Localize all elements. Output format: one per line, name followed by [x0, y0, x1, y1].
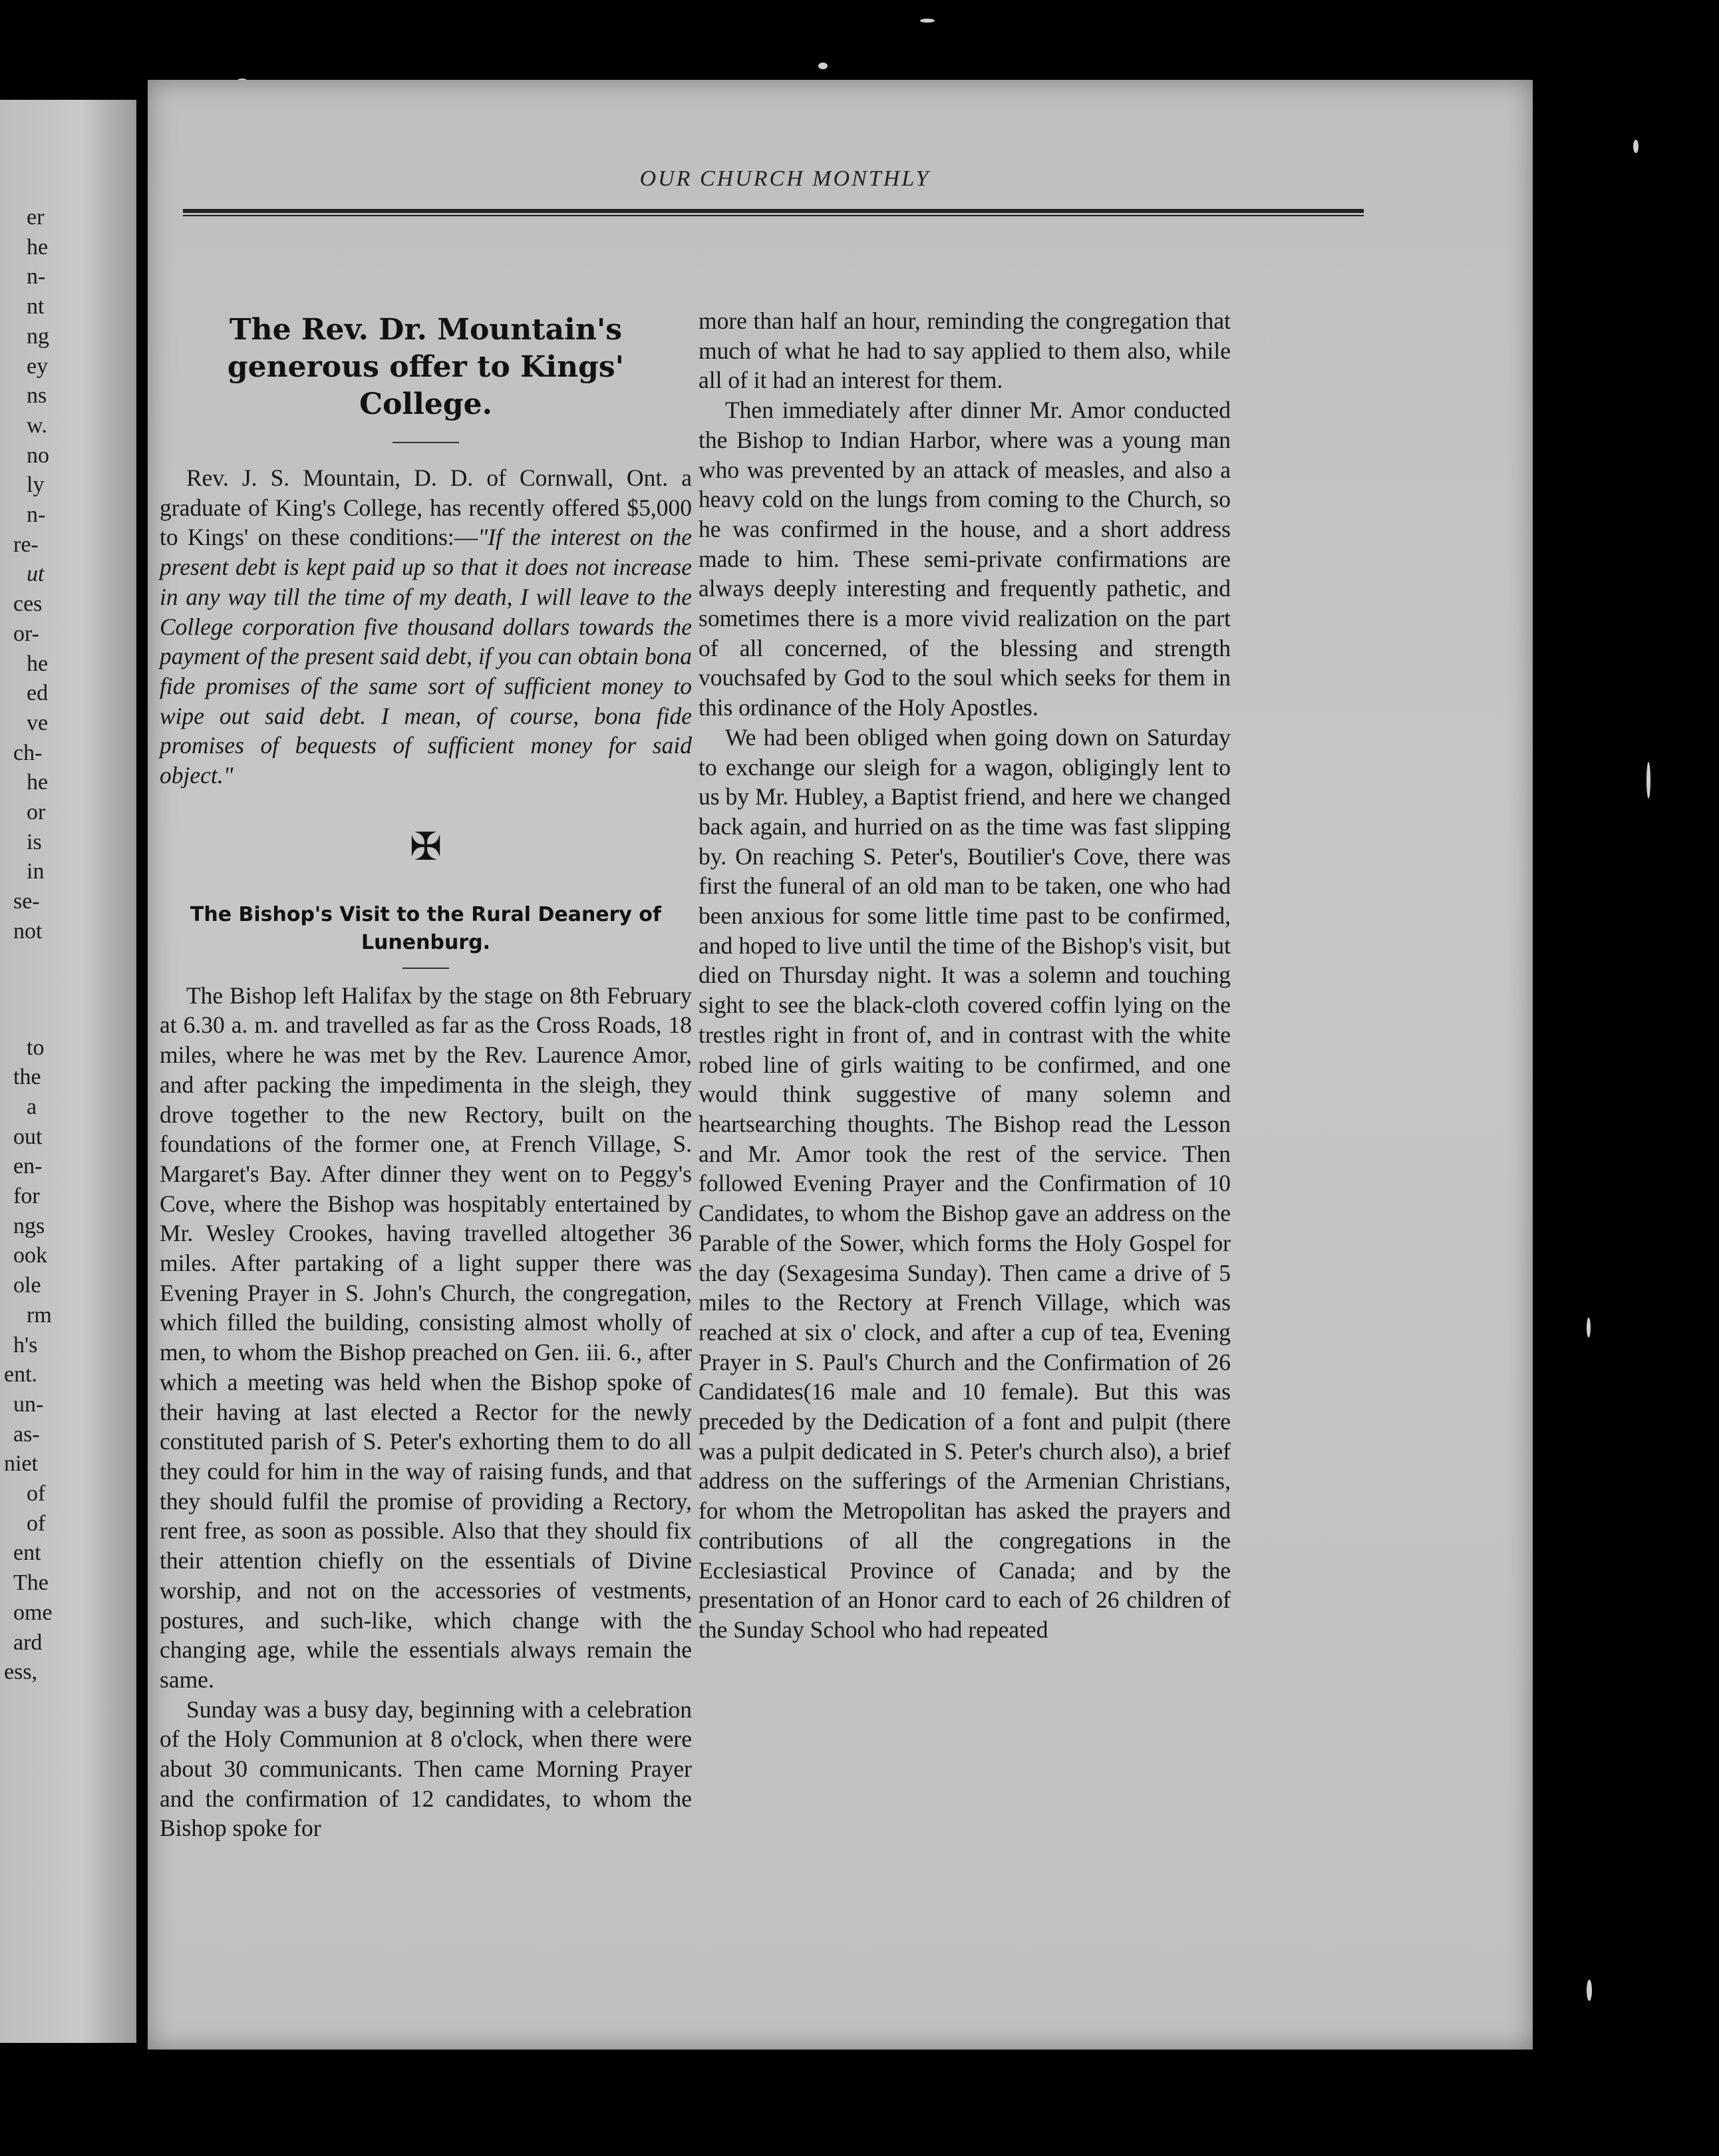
- facing-page-fragment: en-: [13, 1154, 43, 1179]
- facing-page-fragment: ns: [27, 383, 47, 409]
- scan-speck: [818, 63, 828, 69]
- article2-paragraph: more than half an hour, reminding the congregation that much of what he had to say applied to them also, while all of it had an interest for them.: [699, 307, 1231, 394]
- facing-page-fragment: w.: [27, 413, 47, 438]
- facing-page-fragment: or-: [13, 621, 39, 646]
- scan-speck: [1587, 1980, 1592, 2001]
- facing-page-fragment: to: [27, 1035, 45, 1060]
- article2-paragraph: The Bishop left Halifax by the stage on 8th February at 6.30 a. m. and travelled as far as the Cross Roads, 18 miles, where he was met by the Rev. Laurence Amor, and after packing the impedimenta in the sleigh, they drove together to the new Rectory, built on the foundations of the former one, at French Village, S. Margaret's Bay. After dinner they went on to Peggy's Cove, where the Bishop was hospitably entertained by Mr. Wesley Crookes, having travelled altogether 36 miles. After partaking of a light supper there was Evening Prayer in S. John's Church, the congregation, which filled the building, consisting almost wholly of men, to whom the Bishop preached on Gen. iii. 6., after which a meeting was held when the Bishop spoke of their having at last elected a Rector for the newly constituted parish of S. Peter's exhorting them to do all they could for him in the way of raising funds, and that they should fulfil the promise of providing a Rectory, rent free, as soon as possible. Also that they should fix their attention chiefly on the essentials of Divine worship, and not on the accessories of vestments, postures, and such-like, which change with the changing age, while the essentials always remain the same.: [160, 982, 692, 1693]
- facing-page-fragment: ng: [27, 323, 49, 349]
- facing-page-fragment: ook: [13, 1243, 47, 1268]
- facing-page-fragment: n-: [27, 264, 46, 289]
- facing-page-fragment: the: [13, 1065, 41, 1090]
- article1-title: The Rev. Dr. Mountain's generous offer to Kings' College.: [227, 313, 625, 421]
- facing-page-fragment: ess,: [4, 1660, 38, 1685]
- facing-page-fragment: rm: [27, 1302, 52, 1328]
- facing-page-fragment: he: [27, 234, 49, 260]
- article2-paragraph: We had been obliged when going down on Saturday to exchange our sleigh for a wagon, obligingly lent to us by Mr. Hubley, a Baptist friend, and here we changed back again, and hurried on as the time was fast slipping by. On reaching S. Peter's, Boutilier's Cove, there was first the funeral of an old man to be taken, one who had been anxious for some little time past to be confirmed, and hoped to live until the time of the Bishop's visit, but died on Thursday night. It was a solemn and touching sight to see the black-cloth covered coffin lying on the trestles right in front of, and in contrast with the white robed line of girls waiting to be confirmed, and one would think suggestive of many solemn and heartsearching thoughts. The Bishop read the Lesson and Mr. Amor took the rest of the service. Then followed Evening Prayer and the Confirmation of 10 Candidates, to whom the Bishop gave an address on the Parable of the Sower, which forms the Holy Gospel for the day (Sexagesima Sunday). Then came a drive of 5 miles to the Rectory at French Village, which was reached at six o' clock, and after a cup of tea, Evening Prayer in S. Paul's Church and the Confirmation of 26 Candidates(16 male and 10 female). But this was preceded by the Dedication of a font and pulpit (there was a pulpit dedicated in S. Peter's church also), a brief address on the sufferings of the Armenian Christians, for whom the Metropolitan has asked the prayers and contributions of all the congregations in the Ecclesiastical Province of Canada; and by the presentation of an Honor card to each of 26 children of the Sunday School who had repeated: [699, 723, 1231, 1643]
- facing-page-fragment: or: [27, 800, 46, 824]
- facing-page-fragment: ces: [13, 592, 43, 617]
- subhead-divider: [402, 968, 449, 969]
- facing-page-fragment: ome: [13, 1600, 53, 1625]
- facing-page-fragment: se-: [13, 889, 40, 914]
- facing-page-fragment: ly: [27, 472, 45, 498]
- right-column: [699, 306, 1231, 1645]
- facing-page-fragment: not: [13, 918, 43, 944]
- scan-speck: [1587, 1318, 1591, 1338]
- scan-speck: [1633, 140, 1639, 153]
- facing-page-fragment: n-: [27, 502, 46, 527]
- article2-title: The Bishop's Visit to the Rural Deanery of Lunenburg.: [190, 902, 662, 954]
- article1-intro: Rev. J. S. Mountain, D. D. of Cornwall, Ont. a graduate of King's College, has recently offered $5,000 to Kings' on these conditions:—: [160, 464, 692, 551]
- facing-page-fragment: ut: [27, 562, 45, 587]
- facing-page-fragment: un-: [13, 1391, 44, 1417]
- facing-page-fragment: out: [13, 1124, 43, 1149]
- facing-page-fragment: ard: [13, 1630, 43, 1655]
- facing-page-fragment: no: [27, 443, 49, 468]
- facing-page-fragment: he: [27, 770, 49, 795]
- facing-page-fragment: of: [27, 1511, 46, 1536]
- facing-page-fragment: ve: [27, 710, 49, 735]
- facing-page-fragment: he: [27, 651, 49, 676]
- facing-page-fragment: ent.: [4, 1362, 38, 1387]
- facing-page-edge: [0, 100, 136, 2043]
- facing-page-fragment: of: [27, 1481, 46, 1506]
- article1-body: [160, 463, 692, 791]
- facing-page-fragment: ent: [13, 1540, 41, 1566]
- running-head: OUR CHURCH MONTHLY: [639, 166, 931, 191]
- facing-page-fragment: re-: [13, 532, 39, 557]
- article2-paragraph: Then immediately after dinner Mr. Amor conducted the Bishop to Indian Harbor, where was a young man who was prevented by an attack of measles, and also a heavy cold on the lungs from coming to the Church, so he was confirmed in the house, and a short address made to him. These semi-private confirmations are always deeply interesting and frequently pathetic, and sometimes there is a more vivid realization on the part of all concerned, of the blessing and strength vouchsafed by God to the soul which seeks for them in this ordinance of the Holy Apostles.: [699, 397, 1231, 721]
- cross-ornament: ✠: [409, 824, 442, 868]
- scan-speck: [920, 19, 935, 23]
- article2-paragraph: Sunday was a busy day, beginning with a celebration of the Holy Communion at 8 o'clock, when there were about 30 communicants. Then came Morning Prayer and the confirmation of 12 candidates, to whom the Bishop spoke for: [160, 1696, 692, 1842]
- title-divider: [392, 442, 459, 443]
- left-column: [160, 218, 692, 1843]
- facing-page-fragment: nt: [27, 294, 45, 319]
- facing-page-fragment: The: [13, 1570, 49, 1596]
- facing-page-fragment: for: [13, 1184, 40, 1208]
- header-rule: [183, 209, 1364, 216]
- facing-page-fragment: in: [27, 859, 45, 884]
- facing-page-fragment: a: [27, 1094, 37, 1119]
- facing-page-fragment: ch-: [13, 740, 43, 765]
- facing-page-fragment: ole: [13, 1273, 41, 1298]
- facing-page-fragment: ey: [27, 353, 49, 379]
- facing-page-fragment: ed: [27, 681, 49, 706]
- facing-page-fragment: is: [27, 829, 42, 854]
- facing-page-fragment: ngs: [13, 1213, 45, 1238]
- facing-page-fragment: niet: [4, 1451, 38, 1477]
- article1-quote: "If the interest on the present debt is kept paid up so that it does not increase in any way till the time of my death, I will leave to the College corporation five thousand dollars towards the payment of the present said debt, if you can obtain bona fide promises of the same sort of sufficient money to wipe out said debt. I mean, of course, bona fide promises of bequests of sufficient money for said object.": [160, 524, 693, 789]
- facing-page-fragment: er: [27, 205, 45, 230]
- facing-page-fragment: h's: [13, 1332, 38, 1357]
- facing-page-fragment: as-: [13, 1421, 40, 1447]
- scan-speck: [1646, 762, 1650, 799]
